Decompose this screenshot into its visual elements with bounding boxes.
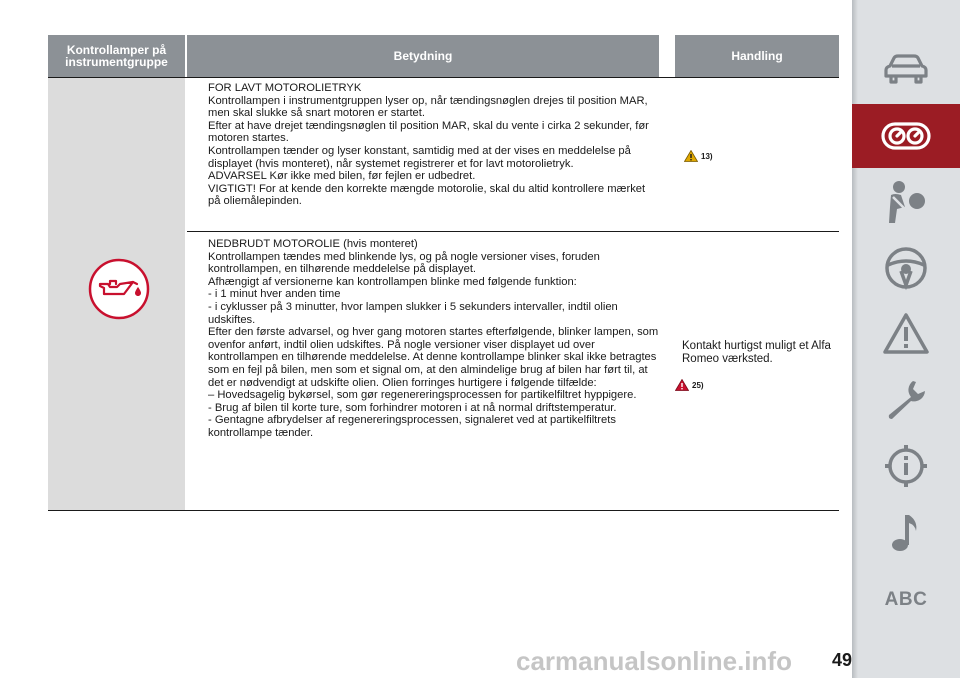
nav-safety[interactable]	[852, 170, 960, 234]
row-text: VIGTIGT! For at kende den korrekte mængde motorolie, skal du altid kontrollere mærket på oliemålepinden.	[208, 182, 646, 208]
music-note-icon	[886, 509, 926, 555]
steering-wheel-icon	[883, 245, 929, 291]
nav-instruments[interactable]	[852, 104, 960, 168]
nav-technical-data[interactable]	[852, 434, 960, 498]
row-text: - i 1 minut hver anden time	[208, 288, 341, 301]
row-degraded-oil	[208, 238, 660, 440]
warning-triangle-icon	[684, 150, 698, 162]
table-rule-top	[48, 77, 839, 78]
row-text: Efter at have drejet tændingsnøglen til position MAR, skal du vente i cirka 2 sekunder, før motoren startes.	[208, 119, 649, 145]
car-icon	[881, 50, 931, 90]
row-text: Afhængigt af versionerne kan kontrollampen blinke med følgende funktion:	[208, 275, 577, 288]
row-text: – Hovedsagelig bykørsel, som gør regenereringsprocessen for partikelfiltret hyppigere.	[208, 389, 637, 402]
watermark: carmanualsonline.info	[516, 646, 792, 676]
row-text: Kontrollampen tænder og lyser konstant, samtidig med at der vises en meddelelse på displayet (hvis monteret), når systemet registrerer et for lavt motorolietryk.	[208, 144, 631, 170]
nav-warnings[interactable]	[852, 302, 960, 366]
nav-steering[interactable]	[852, 236, 960, 300]
row-text: Efter den første advarsel, og hver gang motoren startes efterfølgende, blinker lampen, som ovenfor anført, indtil olien udskiftes. På nogle versioner viser displayet ud over kontrollampen en tilhørende meddelelse. At denne kontrollampe blinker skal ikke betragtes som en fejl på bilen, men som et signal om, at den almindelige brug af bilen har ført til, at det er nødvendigt at udskifte olien. Olien forringes hurtigere i følgende tilfælde:	[208, 326, 659, 389]
warning-triangle-icon	[675, 379, 689, 391]
index-label: ABC	[884, 589, 928, 610]
seat-safety-icon	[881, 179, 931, 225]
header-action	[675, 35, 839, 77]
header-meaning	[187, 35, 659, 77]
oil-pressure-lamp-icon	[88, 258, 150, 320]
page-number: 49	[831, 650, 852, 670]
row-action: Kontakt hurtigst muligt et Alfa Romeo værksted.	[682, 340, 831, 365]
row-text: Kontrollampen i instrumentgruppen lyser op, når tændingsnøglen drejes til position MAR, men skal slukke så snart motoren er startet.	[208, 94, 648, 120]
instrument-cluster-icon	[880, 116, 932, 156]
warning-reference-label: 25)	[692, 380, 704, 390]
warning-reference-label: 13)	[701, 151, 713, 161]
header-meaning-label: Betydning	[393, 49, 453, 63]
warning-reference-13[interactable]	[684, 150, 713, 162]
row-text: - i cyklusser på 3 minutter, hvor lampen slukker i 5 sekunders intervaller, indtil olien udskiftes.	[208, 300, 618, 326]
warning-reference-25[interactable]	[675, 379, 704, 391]
wrench-icon	[883, 377, 929, 423]
nav-maintenance[interactable]	[852, 368, 960, 432]
row-text: Kontrollampen tændes med blinkende lys, og på nogle versioner vises, foruden kontrollampen, en tilhørende meddelelse på displayet.	[208, 250, 600, 276]
nav-car[interactable]	[852, 38, 960, 102]
table-rule-bottom	[48, 510, 839, 511]
row-text: ADVARSEL Kør ikke med bilen, før fejlen er udbedret.	[208, 170, 476, 183]
header-lamps	[48, 35, 185, 77]
nav-multimedia[interactable]	[852, 500, 960, 564]
table-row-divider	[187, 231, 839, 232]
row-text: - Brug af bilen til korte ture, som forhindrer motoren i at nå normal driftstemperatur.	[208, 401, 617, 414]
row-low-oil-pressure	[208, 82, 660, 208]
nav-index[interactable]	[852, 568, 960, 632]
row-text: - Gentagne afbrydelser af regenereringsprocessen, signaleret ved at partikelfiltrets kontrollampe tænder.	[208, 414, 616, 439]
warning-triangle-icon	[882, 312, 930, 356]
header-action-label: Handling	[731, 49, 783, 63]
row-title: FOR LAVT MOTOROLIETRYK	[208, 82, 362, 94]
header-lamps-label: Kontrollamper på instrumentgruppe	[65, 43, 168, 69]
info-gear-icon	[883, 443, 929, 489]
row-title: NEDBRUDT MOTOROLIE (hvis monteret)	[208, 238, 418, 250]
